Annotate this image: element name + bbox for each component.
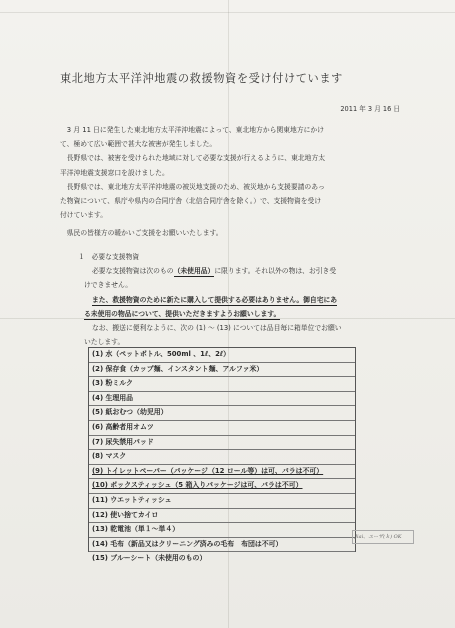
section-text: 必要な支援物資は次のもの (92, 267, 174, 276)
section-text: に限ります。それ以外の物は、お引き受 (214, 267, 337, 276)
intro-line: 長野県では、被害を受けられた地域に対して必要な支援が行えるように、東北地方太 (60, 154, 326, 163)
supply-item: (7) 尿失禁用パッド (89, 436, 355, 451)
supply-item: (14) 毛布（新品又はクリーニング済みの毛布 布団は不可） (89, 538, 355, 553)
supply-item: (15) ブルーシート（未使用のもの） (92, 554, 207, 563)
supply-item: (11) ウエットティッシュ (89, 494, 355, 509)
document-date: 2011 年 3 月 16 日 (340, 105, 400, 113)
section-note: いたします。 (84, 338, 125, 347)
emphasis-text: る未使用の物品について、提供いただきますようお願いします。 (84, 309, 281, 318)
section-line (60, 264, 400, 278)
intro-line: て、極めて広い範囲で甚大な被害が発生しました。 (60, 140, 217, 149)
section-note: なお、搬送に便利なように、次の (1) ～ (13) については品目毎に箱単位でお願い (92, 324, 342, 333)
supply-item: (6) 高齢者用オムツ (89, 421, 355, 436)
intro-line: 長野県では、東北地方太平洋沖地震の被災地支援のため、被災地から支援要請のあっ (60, 182, 325, 191)
supply-item-list (88, 347, 356, 563)
supply-item: (12) 使い捨てカイロ (89, 509, 355, 524)
section-needed-supplies (60, 250, 400, 349)
supply-item (89, 465, 355, 480)
supply-item: (4) 生理用品 (89, 392, 355, 407)
intro-line: 県民の皆様方の暖かいご支援をお願いいたします。 (60, 229, 223, 238)
supply-item: (8) マスク (89, 450, 355, 465)
section-line: けできません。 (84, 281, 132, 290)
section-heading: １ 必要な支援物資 (78, 253, 140, 261)
supply-item: (2) 保存食（カップ麺、インスタント麺、アルファ米） (89, 363, 355, 378)
intro-line: 3 月 11 日に発生した東北地方太平洋沖地震によって、東北地方から関東地方にかけ (60, 126, 325, 134)
supply-item-text: (9) トイレットペーパー（パッケージ（12 ロール等）は可、バラは不可） (92, 466, 324, 475)
supply-item (89, 479, 355, 494)
supply-item-text: (10) ボックスティッシュ（5 箱入りパッケージは可、バラは不可） (92, 481, 303, 490)
supply-item: (13) 乾電池（単１～単４） (89, 523, 355, 538)
intro-line: た物資について、県庁や県内の合同庁舎（北信合同庁舎を除く。）で、支援物資を受け (60, 197, 322, 206)
supply-item: (5) 紙おむつ（幼児用） (89, 406, 355, 421)
intro-paragraphs (60, 123, 400, 241)
emphasis-line (60, 293, 400, 307)
emphasis-text: また、救援物資のために新たに購入して提供する必要はありません。御自宅にあ (92, 295, 338, 304)
emphasis-line (60, 307, 400, 321)
intro-line: 付けています。 (60, 211, 108, 220)
supply-item: (3) 粉ミルク (89, 377, 355, 392)
supply-item: (1) 水（ペットボトル、500ml 、1ℓ、2ℓ） (89, 348, 355, 363)
intro-line: 平洋沖地震支援窓口を設けました。 (60, 168, 169, 177)
unused-only-emphasis: （未使用品） (173, 267, 215, 276)
document-title: 東北地方太平洋沖地震の救援物資を受け付けています (60, 72, 343, 85)
handwritten-note: Jiai、ユーザ(ｋ) OK (352, 530, 414, 544)
